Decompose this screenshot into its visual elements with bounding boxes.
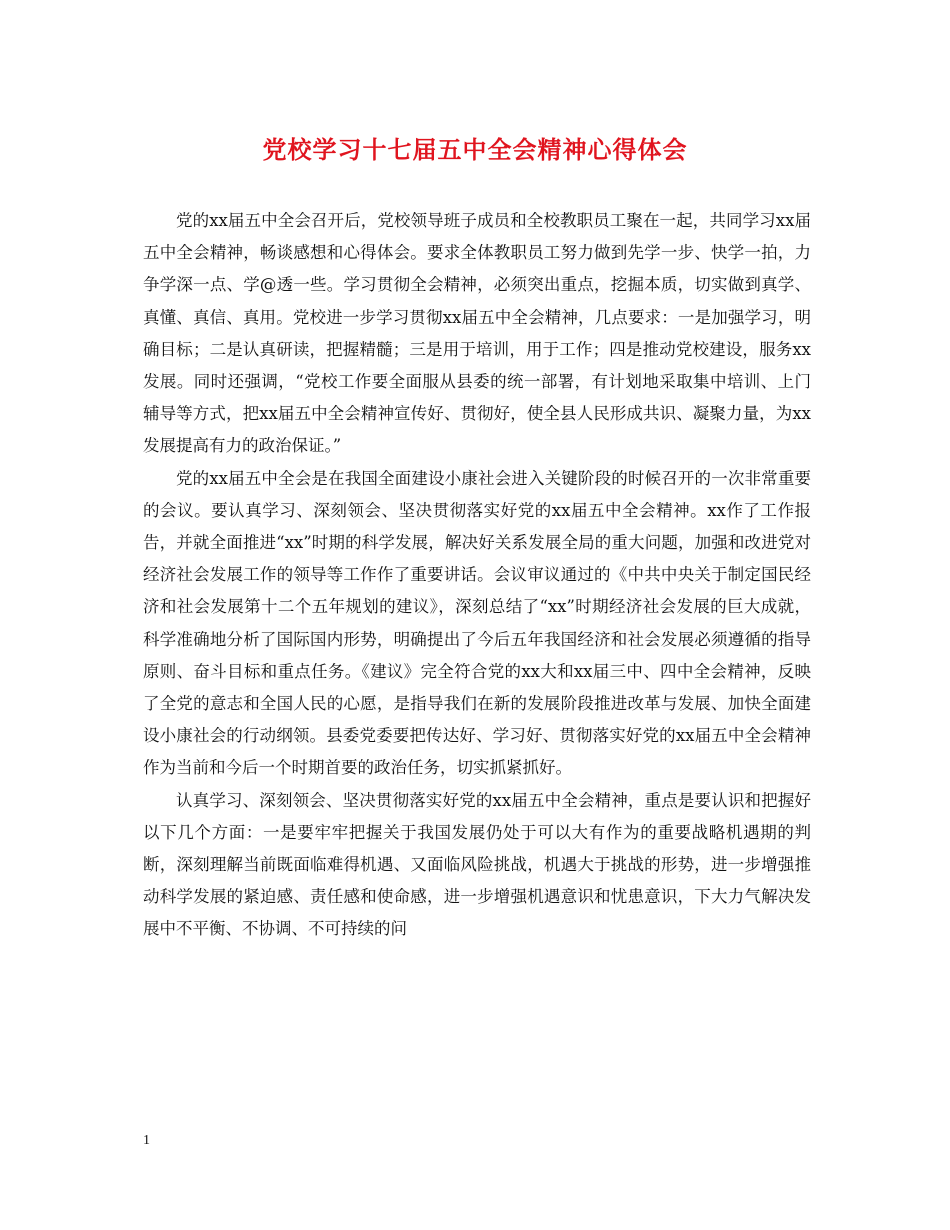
page-number: 1 [143,1133,150,1148]
document-title: 党校学习十七届五中全会精神心得体会 [262,135,688,164]
document-body [143,205,811,946]
paragraph-3: 认真学习、深刻领会、坚决贯彻落实好党的xx届五中全会精神，重点是要认识和把握好以下几个方面：一是要牢牢把握关于我国发展仍处于可以大有作为的重要战略机遇期的判断，深刻理解当前既面临难得机遇、又面临风险挑战，机遇大于挑战的形势，进一步增强推动科学发展的紧迫感、责任感和使命感，进一步增强机遇意识和忧患意识，下大力气解决发展中不平衡、不协调、不可持续的问 [143,790,811,939]
paragraph-1: 党的xx届五中全会召开后，党校领导班子成员和全校教职员工聚在一起，共同学习xx届五中全会精神，畅谈感想和心得体会。要求全体教职员工努力做到先学一步、快学一拍，力争学深一点、学@透一些。学习贯彻全会精神，必须突出重点，挖掘本质，切实做到真学、真懂、真信、真用。党校进一步学习贯彻xx届五中全会精神，几点要求：一是加强学习，明确目标；二是认真研读，把握精髓；三是用于培训，用于工作；四是推动党校建设，服务xx发展。同时还强调，“党校工作要全面服从县委的统一部署，有计划地采取集中培训、上门辅导等方式，把xx届五中全会精神宣传好、贯彻好，使全县人民形成共识、凝聚力量，为xx发展提高有力的政治保证。” [143,211,811,456]
paragraph-2: 党的xx届五中全会是在我国全面建设小康社会进入关键阶段的时候召开的一次非常重要的会议。要认真学习、深刻领会、坚决贯彻落实好党的xx届五中全会精神。xx作了工作报告，并就全面推进“xx”时期的科学发展，解决好关系发展全局的重大问题，加强和改进党对经济社会发展工作的领导等工作作了重要讲话。会议审议通过的《中共中央关于制定国民经济和社会发展第十二个五年规划的建议》，深刻总结了“xx”时期经济社会发展的巨大成就，科学准确地分析了国际国内形势，明确提出了今后五年我国经济和社会发展必须遵循的指导原则、奋斗目标和重点任务。《建议》完全符合党的xx大和xx届三中、四中全会精神，反映了全党的意志和全国人民的心愿，是指导我们在新的发展阶段推进改革与发展、加快全面建设小康社会的行动纲领。县委党委要把传达好、学习好、贯彻落实好党的xx届五中全会精神作为当前和今后一个时期首要的政治任务，切实抓紧抓好。 [143,468,811,778]
